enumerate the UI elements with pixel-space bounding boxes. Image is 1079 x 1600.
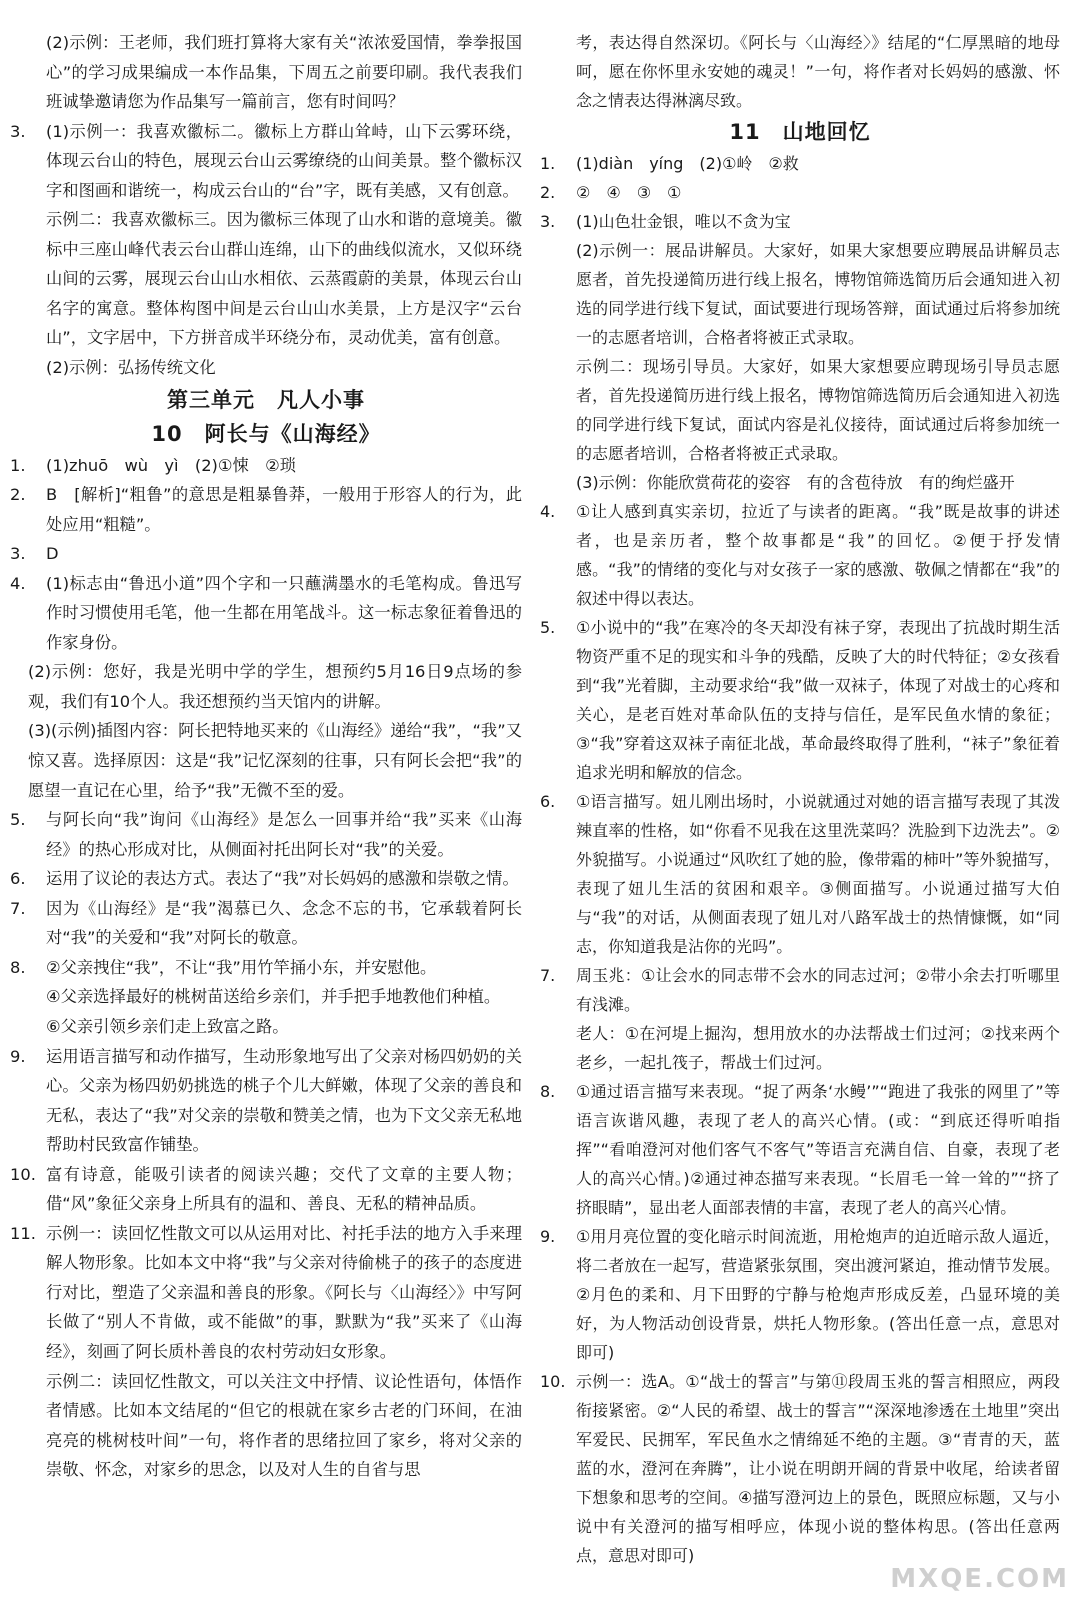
answer-item	[540, 178, 1060, 207]
answer-text: 运用了议论的表达方式。表达了“我”对长妈妈的感激和崇敬之情。	[46, 869, 519, 889]
item-number: 4.	[540, 502, 556, 521]
answer-paragraph	[540, 236, 1060, 352]
answer-text: 富有诗意，能吸引读者的阅读兴趣；交代了文章的主要人物；借“风”象征父亲身上所具有的温和、善良、无私的精神品质。	[46, 1164, 522, 1214]
answer-item	[540, 1222, 1060, 1367]
answer-text: ⑥父亲引领乡亲们走上致富之路。	[46, 1016, 289, 1036]
item-number: 3.	[10, 121, 26, 141]
answer-text: (1)示例一：我喜欢徽标二。徽标上方群山耸峙，山下云雾环绕，体现云台山的特色，展现云台山云雾缭绕的山间美景。整个徽标汉字和图画和谐统一，构成云台山的“台”字，既有美感，又有创意。	[46, 121, 522, 200]
answer-text: 示例二：我喜欢徽标三。因为徽标三体现了山水和谐的意境美。徽标中三座山峰代表云台山群山连绵，山下的曲线似流水，又似环绕山间的云雾，展现云台山山水相依、云蒸霞蔚的美景，体现云台山名字的寓意。整体构图中间是云台山山水美景，上方是汉字“云台山”，文字居中，下方拼音成半环绕分布，灵动优美，富有创意。	[46, 210, 522, 348]
answer-text: ①小说中的“我”在寒冷的冬天却没有袜子穿，表现出了抗战时期生活物资严重不足的现实和斗争的残酷，反映了大的时代特征；②女孩看到“我”光着脚，主动要求给“我”做一双袜子，体现了对战士的心疼和关心，是老百姓对革命队伍的支持与信任，是军民鱼水情的象征；③“我”穿着这双袜子南征北战，革命最终取得了胜利，“袜子”象征着追求光明和解放的信念。	[576, 618, 1060, 782]
answer-paragraph	[540, 1019, 1060, 1077]
answer-item	[540, 961, 1060, 1019]
answer-text: 考，表达得自然深切。《阿长与〈山海经〉》结尾的“仁厚黑暗的地母呵，愿在你怀里永安她的魂灵！”一句，将作者对长妈妈的感激、怀念之情表达得淋漓尽致。	[576, 33, 1060, 110]
answer-text: (2)示例：您好，我是光明中学的学生，想预约5月16日9点场的参观，我们有10个人。我还想预约当天馆内的讲解。	[28, 662, 522, 711]
item-number: 2.	[10, 485, 26, 505]
answer-item	[10, 480, 522, 539]
answer-paragraph	[540, 468, 1060, 497]
item-number: 7.	[540, 966, 556, 985]
answer-paragraph	[10, 657, 522, 716]
item-number: 10.	[10, 1164, 36, 1184]
answer-text: 因为《山海经》是“我”渴慕已久、念念不忘的书，它承载着阿长对“我”的关爱和“我”对阿长的敬意。	[46, 898, 522, 948]
item-number: 4.	[10, 573, 26, 593]
answer-text: (2)示例一：展品讲解员。大家好，如果大家想要应聘展品讲解员志愿者，首先投递简历进行线上报名，博物馆筛选简历后会通知进入初选的同学进行线下复试，面试要进行现场答辩，面试通过后将参加统一的志愿者培训，合格者将被正式录取。	[576, 241, 1060, 347]
answer-item	[540, 613, 1060, 787]
answer-text: ②父亲拽住“我”，不让“我”用竹竿捅小东，并安慰他。	[46, 957, 437, 977]
answer-text: (1)山色壮金银，唯以不贪为宝	[576, 212, 791, 231]
answer-text: ①语言描写。妞儿刚出场时，小说就通过对她的语言描写表现了其泼辣直率的性格，如“你看不见我在这里洗菜吗？洗脸到下边洗去”。②外貌描写。小说通过“风吹红了她的脸，像带霜的柿叶”等外貌描写，表现了妞儿生活的贫困和艰辛。③侧面描写。小说通过描写大伯与“我”的对话，从侧面表现了妞儿对八路军战士的热情慷慨，如“同志，你知道我是沾你的光吗”。	[576, 792, 1060, 956]
answer-paragraph	[10, 205, 522, 353]
answer-item	[10, 894, 522, 953]
answer-item	[10, 864, 522, 894]
item-number: 1.	[10, 455, 26, 475]
answer-text: (1)标志由“鲁迅小道”四个字和一只蘸满墨水的毛笔构成。鲁迅写作时习惯使用毛笔，他一生都在用笔战斗。这一标志象征着鲁迅的作家身份。	[46, 573, 522, 652]
answer-item	[540, 207, 1060, 236]
answer-paragraph	[10, 716, 522, 805]
answer-text: ①让人感到真实亲切，拉近了与读者的距离。“我”既是故事的讲述者，也是亲历者，整个故事都是“我”的回忆。②便于抒发情感。“我”的情绪的变化与对女孩子一家的感激、敬佩之情都在“我”的叙述中得以表达。	[576, 502, 1060, 608]
answer-text: D	[46, 544, 59, 564]
answer-paragraph	[10, 1367, 522, 1485]
answer-item	[10, 539, 522, 569]
answer-text: 示例二：读回忆性散文，可以关注文中抒情、议论性语句，体悟作者情感。比如本文结尾的“但它的根就在家乡古老的门环间，在油亮亮的桃树枝叶间”一句，将作者的思绪拉回了家乡，将对父亲的崇敬、怀念，对家乡的思念，以及对人生的自省与思	[46, 1371, 522, 1480]
answer-item	[540, 149, 1060, 178]
answer-text: 示例二：现场引导员。大家好，如果大家想要应聘现场引导员志愿者，首先投递简历进行线上报名，博物馆筛选简历后会通知进入初选的同学进行线下复试，面试内容是礼仪接待，面试通过后将参加统一的志愿者培训，合格者将被正式录取。	[576, 357, 1060, 463]
answer-text: (1)zhuō wù yì (2)①悚 ②琐	[46, 455, 296, 475]
answer-paragraph	[10, 28, 522, 117]
answer-text: 运用语言描写和动作描写，生动形象地写出了父亲对杨四奶奶的关心。父亲为杨四奶奶挑选的桃子个儿大鲜嫩，体现了父亲的善良和无私，表达了“我”对父亲的崇敬和赞美之情，也为下文父亲无私地帮助村民致富作铺垫。	[46, 1046, 522, 1155]
answer-item	[10, 1160, 522, 1219]
item-number: 3.	[540, 212, 556, 231]
answer-item	[10, 569, 522, 658]
answer-item	[10, 117, 522, 206]
item-number: 8.	[10, 957, 26, 977]
item-number: 7.	[10, 898, 26, 918]
answer-item	[10, 805, 522, 864]
item-number: 9.	[10, 1046, 26, 1066]
answer-text: 与阿长向“我”询问《山海经》是怎么一回事并给“我”买来《山海经》的热心形成对比，从侧面衬托出阿长对“我”的关爱。	[46, 810, 522, 859]
answer-text: ①通过语言描写来表现。“捉了两条‘水鳗’”“跑进了我张的网里了”等语言诙谐风趣，表现了老人的高兴心情。(或：“到底还得听咱指挥”“看咱澄河对他们客气不客气”等语言充满自信、自豪，表现了老人的高兴心情。)②通过神态描写来表现。“长眉毛一耸一耸的”“挤了挤眼睛”，显出老人面部表情的丰富，表现了老人的高兴心情。	[576, 1082, 1060, 1217]
item-number: 6.	[540, 792, 556, 811]
item-number: 5.	[540, 618, 556, 637]
answer-item	[10, 1219, 522, 1367]
answer-text: (3)示例：你能欣赏荷花的姿容 有的含苞待放 有的绚烂盛开	[576, 473, 1015, 492]
answer-text: B [解析]“粗鲁”的意思是粗暴鲁莽，一般用于形容人的行为，此处应用“粗糙”。	[46, 485, 522, 534]
answer-text: (1)diàn yíng (2)①岭 ②救	[576, 154, 799, 173]
answer-text: ①用月亮位置的变化暗示时间流逝，用枪炮声的迫近暗示敌人逼近，将二者放在一起写，营造紧张氛围，突出渡河紧迫，推动情节发展。②月色的柔和、月下田野的宁静与枪炮声形成反差，凸显环境的美好，为人物活动创设背景，烘托人物形象。(答出任意一点，意思对即可)	[576, 1227, 1060, 1362]
section-heading: 10 阿长与《山海经》	[151, 421, 381, 446]
watermark: MXQE.COM	[890, 1564, 1069, 1594]
answer-text: 老人：①在河堤上掘沟，想用放水的办法帮战士们过河；②找来两个老乡，一起扎筏子，帮战士们过河。	[576, 1024, 1060, 1072]
right-column	[540, 28, 1060, 1570]
answer-item	[540, 1077, 1060, 1222]
answer-paragraph	[10, 1012, 522, 1042]
item-number: 10.	[540, 1372, 566, 1391]
answer-text: 示例一：读回忆性散文可以从运用对比、衬托手法的地方入手来理解人物形象。比如本文中将“我”与父亲对待偷桃子的孩子的态度进行对比，塑造了父亲温和善良的形象。《阿长与〈山海经〉》中写阿长做了“别人不肯做，或不能做”的事，默默为“我”买来了《山海经》，刻画了阿长质朴善良的农村劳动妇女形象。	[46, 1223, 522, 1361]
item-number: 5.	[10, 810, 26, 830]
answer-text: ④父亲选择最好的桃树苗送给乡亲们，并手把手地教他们种植。	[46, 987, 501, 1007]
item-number: 2.	[540, 183, 556, 202]
answer-text: (2)示例：弘扬传统文化	[46, 358, 216, 378]
answer-paragraph	[540, 28, 1060, 115]
item-number: 3.	[10, 544, 26, 564]
answer-paragraph	[540, 352, 1060, 468]
item-number: 8.	[540, 1082, 556, 1101]
answer-text: 周玉兆：①让会水的同志带不会水的同志过河；②带小余去打听哪里有浅滩。	[576, 966, 1060, 1014]
answer-text: 示例一：选A。①“战士的誓言”与第⑪段周玉兆的誓言相照应，两段衔接紧密。②“人民的希望、战士的誓言”“深深地渗透在土地里”突出军爱民、民拥军，军民鱼水之情绵延不绝的主题。③“青青的天，蓝蓝的水，澄河在奔腾”，让小说在明朗开阔的背景中收尾，给读者留下想象和思考的空间。④描写澄河边上的景色，既照应标题，又与小说中有关澄河的描写相呼应，体现小说的整体构思。(答出任意两点，意思对即可)	[576, 1372, 1060, 1565]
answer-text: ② ④ ③ ①	[576, 183, 682, 202]
item-number: 11.	[10, 1223, 36, 1243]
answer-item	[10, 451, 522, 481]
answer-item	[10, 1042, 522, 1160]
answer-text: (2)示例：王老师，我们班打算将大家有关“浓浓爱国情，拳拳报国心”的学习成果编成一本作品集，下周五之前要印刷。我代表我们班诚挚邀请您为作品集写一篇前言，您有时间吗？	[46, 33, 522, 112]
item-number: 1.	[540, 154, 556, 173]
item-number: 9.	[540, 1227, 556, 1246]
answer-item	[540, 787, 1060, 961]
answer-text: (3)(示例)插图内容：阿长把特地买来的《山海经》递给“我”，“我”又惊又喜。选择原因：这是“我”记忆深刻的往事，只有阿长会把“我”的愿望一直记在心里，给予“我”无微不至的爱。	[28, 721, 522, 800]
answer-paragraph	[10, 982, 522, 1012]
answer-item	[540, 497, 1060, 613]
section-heading: 11 山地回忆	[729, 120, 871, 144]
section-heading: 第三单元 凡人小事	[167, 387, 365, 412]
answer-item	[540, 1367, 1060, 1570]
answer-paragraph	[10, 353, 522, 383]
item-number: 6.	[10, 869, 26, 889]
answer-item	[10, 953, 522, 983]
left-column	[10, 28, 522, 1485]
